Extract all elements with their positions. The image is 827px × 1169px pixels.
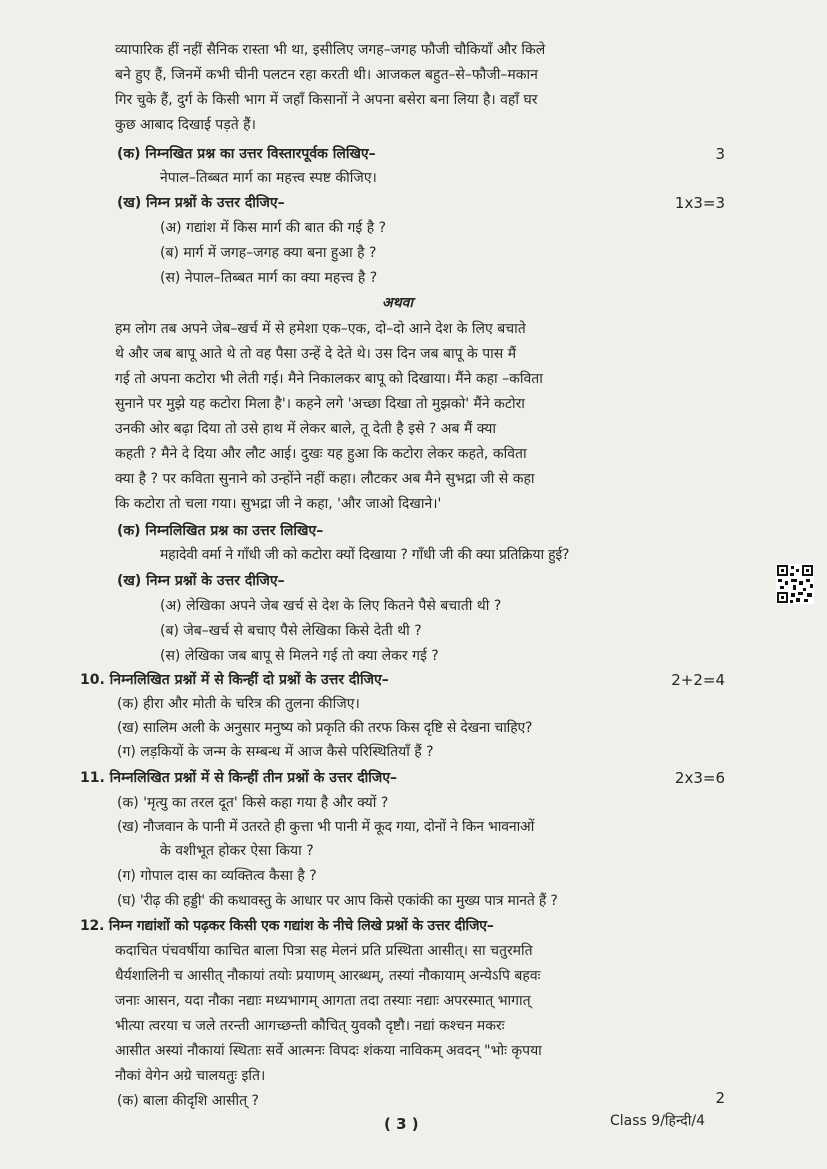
question-1-kh-marks: 1x3=3 [674,194,725,212]
question-2-k-heading: (क) निम्नलिखित प्रश्न का उत्तर लिखिए– [117,523,324,539]
sanskrit-line-6: नौकां वेगेन अग्रे चालयतुः इति। [115,1068,266,1084]
question-1-b: (ब) मार्ग में जगह–जगह क्या बना हुआ है ? [160,245,377,261]
question-2-s: (स) लेखिका जब बापू से मिलने गई तो क्या लेकर गई ? [160,648,439,664]
sanskrit-line-1: कदाचित पंचवर्षीया काचित बाला पित्रा सह मेलनं प्रति प्रस्थिता आसीत्। सा चतुरमति [115,943,533,959]
passage-2-line-4: सुनाने पर मुझे यह कटोरा मिला है'। कहने लगे 'अच्छा दिखा तो मुझको' मैंने कटोरा [115,396,525,412]
question-1-k-marks: 3 [715,145,725,163]
passage-1-line-4: कुछ आबाद दिखाई पड़ते हैं। [115,117,256,133]
question-11-k: (क) 'मृत्यु का तरल दूत' किसे कहा गया है और क्यों ? [117,795,389,811]
question-11-g: (ग) गोपाल दास का व्यक्तित्व कैसा है ? [117,868,317,884]
question-1-a: (अ) गद्यांश में किस मार्ग की बात की गई है ? [160,220,387,236]
athva-heading: अथवा [382,295,414,311]
passage-2-line-2: थे और जब बापू आते थे तो वह पैसा उन्हें दे देते थे। उस दिन जब बापू के पास मैं [115,346,517,362]
question-1-k-text: नेपाल–तिब्बत मार्ग का महत्त्व स्पष्ट कीजिए। [160,170,377,186]
page-number: ( 3 ) [384,1115,419,1133]
question-10-k: (क) हीरा और मोती के चरित्र की तुलना कीजिए। [117,696,360,712]
question-1-s: (स) नेपाल–तिब्बत मार्ग का क्या महत्त्व है ? [160,270,378,286]
question-2-kh-heading: (ख) निम्न प्रश्नों के उत्तर दीजिए– [117,573,285,589]
question-2-b: (ब) जेब–खर्च से बचाए पैसे लेखिका किसे देती थी ? [160,623,422,639]
question-11-kh-line-1: (ख) नौजवान के पानी में उतरते ही कुत्ता भी पानी में कूद गया, दोनों ने किन भावनाओं [117,819,535,835]
question-10-kh: (ख) सालिम अली के अनुसार मनुष्य को प्रकृति की तरफ किस दृष्टि से देखना चाहिए? [117,720,533,736]
passage-2-line-5: उनकी ओर बढ़ा दिया तो उसे हाथ में लेकर बाले, तू देती है इसे ? अब मैं क्या [115,421,497,437]
question-11-heading: 11. निम्नलिखित प्रश्नों में से किन्हीं तीन प्रश्नों के उत्तर दीजिए– [80,770,398,786]
question-1-k-heading: (क) निम्नखित प्रश्न का उत्तर विस्तारपूर्वक लिखिए– [117,146,376,162]
question-12-heading: 12. निम्न गद्यांशों को पढ़कर किसी एक गद्यांश के नीचे लिखे प्रश्नों के उत्तर दीजिए– [80,918,494,934]
passage-2-line-1: हम लोग तब अपने जेब–खर्च में से हमेशा एक–एक, दो–दो आने देश के लिए बचाते [115,321,526,337]
passage-2-line-8: कि कटोरा तो चला गया। सुभद्रा जी ने कहा, 'और जाओ दिखाने।' [115,496,442,512]
question-10-heading: 10. निम्नलिखित प्रश्नों में से किन्हीं दो प्रश्नों के उत्तर दीजिए– [80,672,389,688]
question-11-marks: 2x3=6 [674,769,725,787]
qr-code-icon [776,564,814,604]
passage-2-line-6: कहती ? मैने दे दिया और लौट आई। दुखः यह हुआ कि कटोरा लेकर कहते, कविता [115,446,527,462]
question-2-a: (अ) लेखिका अपने जेब खर्च से देश के लिए कितने पैसे बचाती थी ? [160,598,502,614]
sanskrit-line-2: धैर्यशालिनी च आसीत् नौकायां तयोः प्रयाणम् आरब्धम्, तस्यां नौकायाम् अन्येऽपि बहवः [115,968,541,984]
sanskrit-line-3: जनाः आसन, यदा नौका नद्याः मध्यभागम् आगता तदा तस्याः नद्याः अपरस्मात् भागात् [115,993,531,1009]
class-code: Class 9/हिन्दी/4 [610,1113,705,1129]
question-11-gh: (घ) 'रीढ़ की हड्डी' की कथावस्तु के आधार पर आप किसे एकांकी का मुख्य पात्र मानते हैं ? [117,893,558,909]
question-10-marks: 2+2=4 [671,671,725,689]
passage-1-line-3: गिर चुके हैं, दुर्ग के किसी भाग में जहाँ किसानों ने अपना बसेरा बना लिया है। वहाँ घर [115,92,538,108]
passage-1-line-2: बने हुए हैं, जिनमें कभी चीनी पलटन रहा करती थी। आजकल बहुत–से–फौजी–मकान [115,67,538,83]
question-11-kh-line-2: के वशीभूत होकर ऐसा किया ? [160,843,314,859]
passage-1-line-1: व्यापारिक हीं नहीं सैनिक रास्ता भी था, इसीलिए जगह–जगह फौजी चौकियाँ और किले [115,42,546,58]
question-2-k-text: महादेवी वर्मा ने गाँधी जी को कटोरा क्यों दिखाया ? गाँधी जी की क्या प्रतिक्रिया हुई? [160,547,570,563]
question-12-k: (क) बाला कीदृशि आसीत् ? [117,1093,259,1109]
question-12-k-marks: 2 [715,1089,725,1107]
sanskrit-line-5: आसीत अस्यां नौकायां स्थिताः सर्वे आत्मनः विपदः शंकया नाविकम् अवदन् "भोः कृपया [115,1043,542,1059]
passage-2-line-7: क्या है ? पर कविता सुनाने को उन्होंने नहीं कहा। लौटकर अब मैने सुभद्रा जी से कहा [115,471,535,487]
sanskrit-line-4: भीत्या त्वरया च जले तरन्ती आगच्छन्ती कौचित् युवकौ दृष्टौ। नद्यां कश्चन मकरः [115,1018,505,1034]
passage-2-line-3: गई तो अपना कटोरा भी लेती गई। मैने निकालकर बापू को दिखाया। मैंने कहा –कविता [115,371,543,387]
question-10-g: (ग) लड़कियों के जन्म के सम्बन्ध में आज कैसे परिस्थितियाँ हैं ? [117,744,434,760]
question-1-kh-heading: (ख) निम्न प्रश्नों के उत्तर दीजिए– [117,195,285,211]
